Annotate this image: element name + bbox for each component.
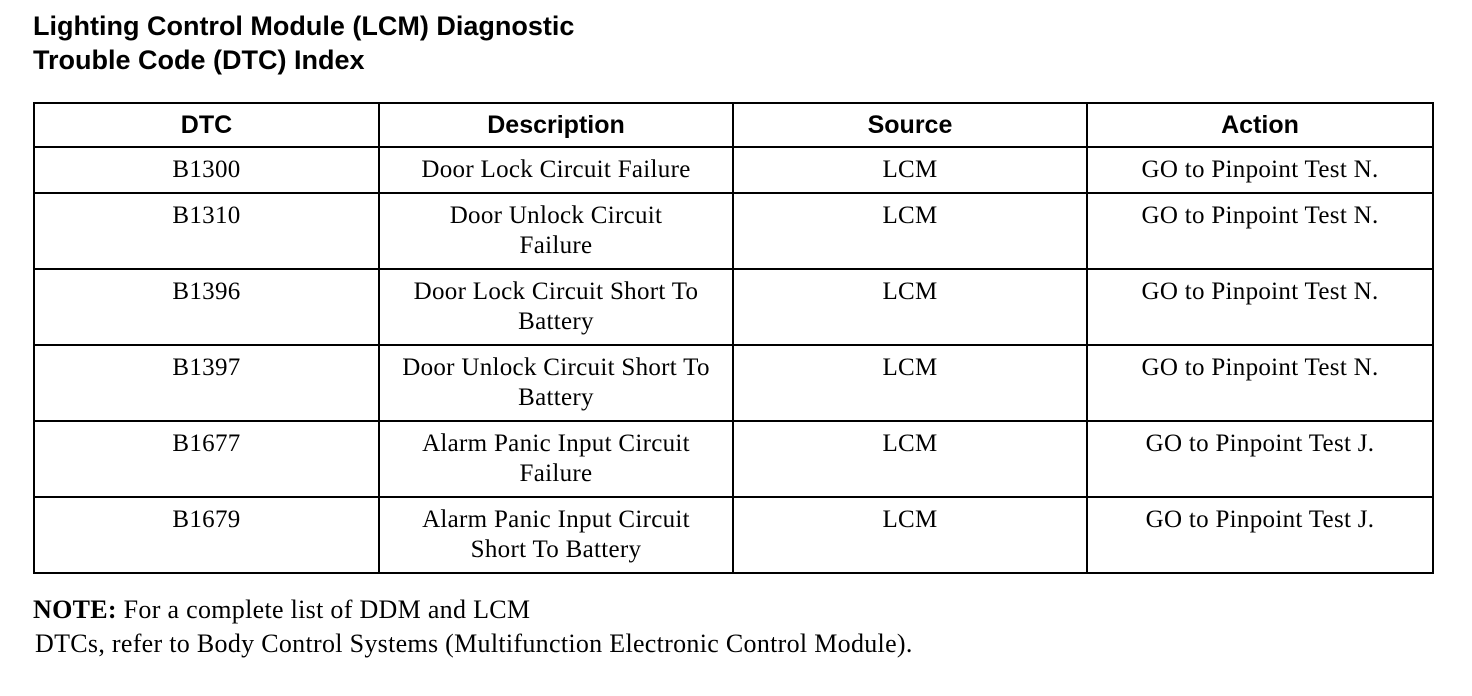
header-dtc: DTC bbox=[34, 103, 379, 147]
table-row bbox=[34, 497, 1433, 573]
note-label: NOTE: bbox=[33, 595, 117, 624]
note-line-2: DTCs, refer to Body Control Systems (Multifunction Electronic Control Module). bbox=[35, 629, 913, 658]
cell-action: GO to Pinpoint Test J. bbox=[1087, 421, 1433, 497]
note-paragraph bbox=[33, 593, 913, 661]
dtc-index-table bbox=[33, 102, 1434, 574]
table-row bbox=[34, 345, 1433, 421]
cell-source: LCM bbox=[733, 147, 1087, 193]
title-line-1: Lighting Control Module (LCM) Diagnostic bbox=[33, 11, 575, 41]
cell-dtc: B1677 bbox=[34, 421, 379, 497]
cell-dtc: B1397 bbox=[34, 345, 379, 421]
cell-description: Door Unlock Circuit Failure bbox=[379, 193, 733, 269]
table-row bbox=[34, 269, 1433, 345]
cell-dtc: B1310 bbox=[34, 193, 379, 269]
table-row bbox=[34, 421, 1433, 497]
header-description: Description bbox=[379, 103, 733, 147]
cell-source: LCM bbox=[733, 497, 1087, 573]
table-row bbox=[34, 193, 1433, 269]
cell-action: GO to Pinpoint Test J. bbox=[1087, 497, 1433, 573]
title-line-2: Trouble Code (DTC) Index bbox=[33, 45, 365, 75]
cell-description: Door Unlock Circuit Short To Battery bbox=[379, 345, 733, 421]
header-action: Action bbox=[1087, 103, 1433, 147]
cell-action: GO to Pinpoint Test N. bbox=[1087, 345, 1433, 421]
cell-action: GO to Pinpoint Test N. bbox=[1087, 147, 1433, 193]
cell-dtc: B1396 bbox=[34, 269, 379, 345]
cell-dtc: B1679 bbox=[34, 497, 379, 573]
note-line-1: For a complete list of DDM and LCM bbox=[123, 595, 531, 624]
cell-source: LCM bbox=[733, 193, 1087, 269]
table-row bbox=[34, 147, 1433, 193]
table-header-row bbox=[34, 103, 1433, 147]
cell-source: LCM bbox=[733, 269, 1087, 345]
cell-dtc: B1300 bbox=[34, 147, 379, 193]
cell-source: LCM bbox=[733, 421, 1087, 497]
cell-description: Door Lock Circuit Short To Battery bbox=[379, 269, 733, 345]
cell-description: Alarm Panic Input Circuit Failure bbox=[379, 421, 733, 497]
page-title bbox=[33, 9, 574, 77]
cell-action: GO to Pinpoint Test N. bbox=[1087, 269, 1433, 345]
header-source: Source bbox=[733, 103, 1087, 147]
cell-source: LCM bbox=[733, 345, 1087, 421]
cell-description: Alarm Panic Input Circuit Short To Battery bbox=[379, 497, 733, 573]
cell-description: Door Lock Circuit Failure bbox=[379, 147, 733, 193]
cell-action: GO to Pinpoint Test N. bbox=[1087, 193, 1433, 269]
